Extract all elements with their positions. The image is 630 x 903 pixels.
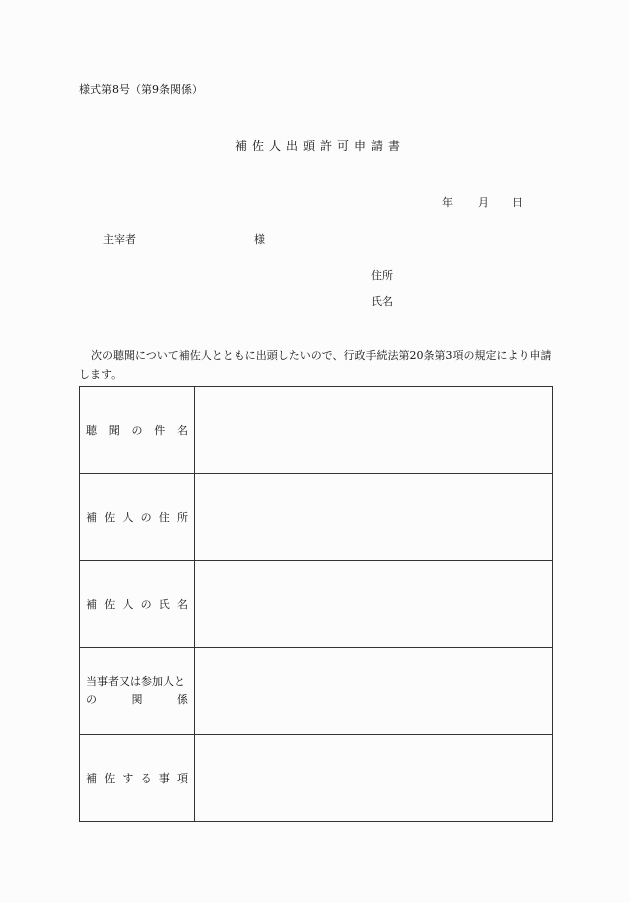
- label-char: の: [86, 693, 97, 706]
- assistant-name-label: [80, 561, 195, 648]
- label-char: 補: [86, 772, 97, 785]
- request-statement: 次の聴聞について補佐人とともに出頭したいので、行政手続法第20条第3項の規定により申請します。: [79, 349, 552, 381]
- applicant-name-label: 氏名: [371, 295, 393, 308]
- label-char: 佐: [104, 772, 116, 785]
- assistant-name-field[interactable]: [195, 561, 553, 648]
- form-number: 様式第8号（第9条関係）: [79, 83, 203, 96]
- application-form-table: [79, 386, 553, 822]
- date-month-label: 月: [478, 196, 489, 209]
- date-year-label: 年: [442, 196, 453, 209]
- table-row: [80, 474, 553, 561]
- label-char: 項: [176, 772, 188, 785]
- label-char: 事: [158, 772, 170, 785]
- hearing-subject-label: [80, 387, 195, 474]
- table-row: [80, 561, 553, 648]
- recipient-honorific: 様: [254, 233, 265, 246]
- label-char: 補: [86, 598, 97, 611]
- label-char: 補: [86, 511, 97, 524]
- label-char: 聴: [86, 424, 97, 437]
- assistant-address-field[interactable]: [195, 474, 553, 561]
- recipient-label: 主宰者: [103, 233, 136, 246]
- relationship-label-line1: 当事者又は参加人と: [86, 675, 185, 688]
- label-char: る: [140, 772, 152, 785]
- document-title: 補佐人出頭許可申請書: [234, 139, 405, 153]
- label-char: 人: [122, 598, 134, 611]
- label-char: す: [122, 772, 134, 785]
- label-char: 人: [122, 511, 134, 524]
- label-char: 所: [176, 511, 188, 524]
- hearing-subject-field[interactable]: [195, 387, 553, 474]
- relationship-field[interactable]: [195, 648, 553, 735]
- label-char: 佐: [104, 511, 116, 524]
- table-row: [80, 648, 553, 735]
- label-char: の: [140, 598, 152, 611]
- label-char: 聞: [108, 424, 120, 437]
- applicant-address-label: 住所: [371, 269, 393, 282]
- assistance-matters-label: [80, 735, 195, 822]
- relationship-label: [80, 648, 195, 735]
- label-char: 名: [176, 598, 188, 611]
- label-char: 名: [177, 424, 188, 437]
- table-row: [80, 735, 553, 822]
- table-row: [80, 387, 553, 474]
- label-char: の: [131, 424, 143, 437]
- label-char: 件: [154, 424, 166, 437]
- label-char: 係: [177, 693, 188, 706]
- label-char: 佐: [104, 598, 116, 611]
- assistance-matters-field[interactable]: [195, 735, 553, 822]
- assistant-address-label: [80, 474, 195, 561]
- date-day-label: 日: [512, 196, 523, 209]
- label-char: 住: [158, 511, 170, 524]
- label-char: 氏: [158, 598, 170, 611]
- label-char: 関: [131, 693, 143, 706]
- label-char: の: [140, 511, 152, 524]
